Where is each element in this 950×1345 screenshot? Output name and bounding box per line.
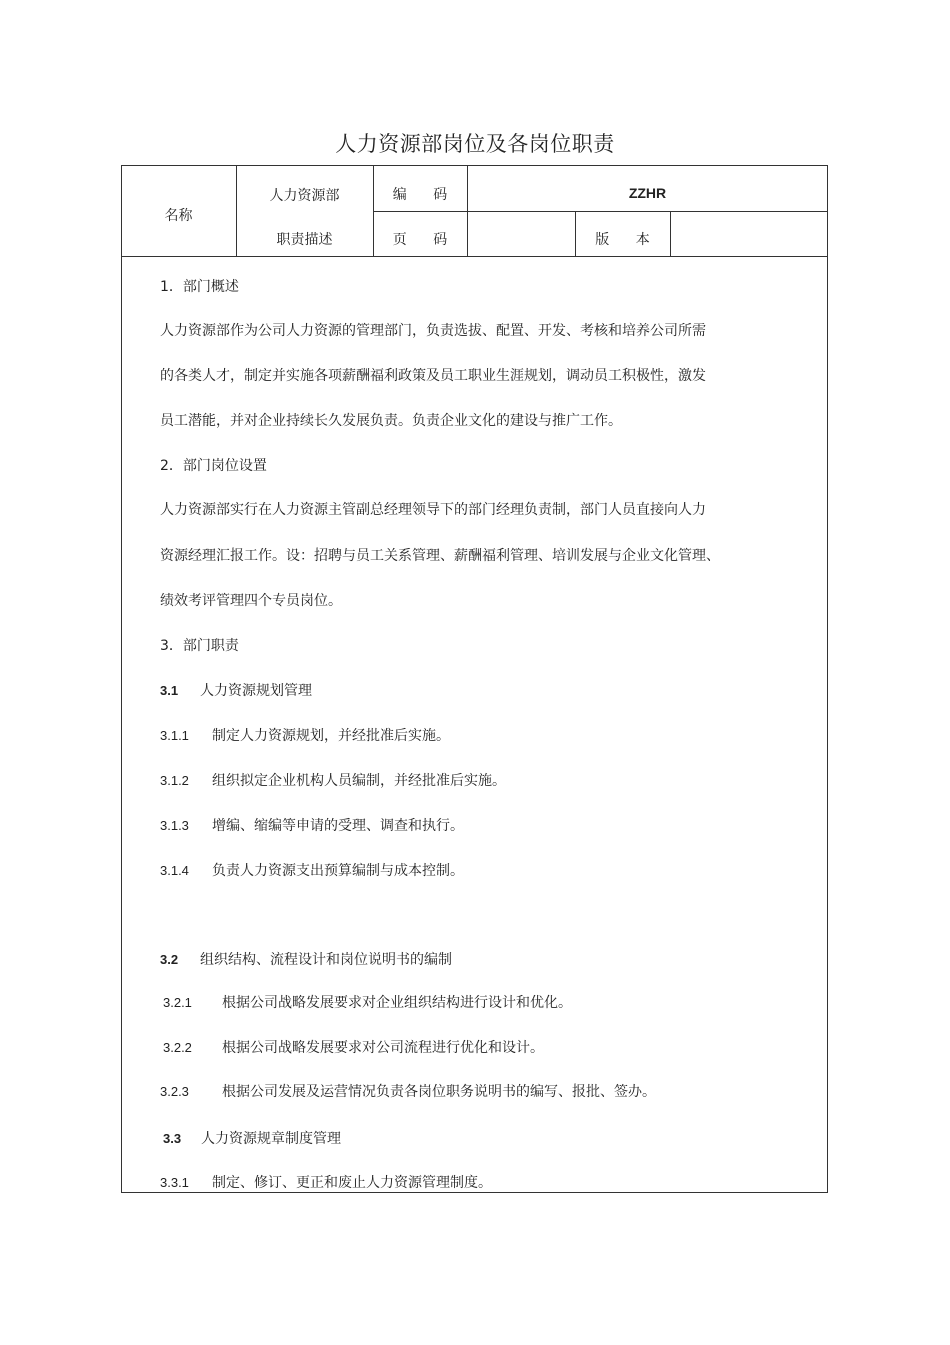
desc-label: 职责描述 <box>276 232 333 248</box>
header-bottom-rule <box>121 256 828 257</box>
section-1-line-2: 的各类人才，制定并实施各项薪酬福利政策及员工职业生涯规划，调动员工积极性，激发 <box>160 368 706 384</box>
header-col-rule-3 <box>467 165 468 257</box>
item-number: 3.2.3 <box>160 1084 189 1099</box>
item-text: 根据公司战略发展要求对企业组织结构进行设计和优化。 <box>222 995 572 1011</box>
item-number: 3.3 <box>163 1131 182 1146</box>
item-text: 人力资源规章制度管理 <box>201 1131 341 1147</box>
name-label: 名称 <box>164 208 193 224</box>
section-2-line-3: 绩效考评管理四个专员岗位。 <box>160 593 342 609</box>
section-3-heading: 3．部门职责 <box>160 638 239 654</box>
item-number: 3.2.1 <box>163 995 192 1010</box>
code-label: 编 码 <box>392 187 448 203</box>
section-2-heading: 2．部门岗位设置 <box>160 458 267 474</box>
item-3-3-1 <box>160 1172 492 1192</box>
item-text: 制定、修订、更正和废止人力资源管理制度。 <box>212 1175 492 1191</box>
section-2-line-1: 人力资源部实行在人力资源主管副总经理领导下的部门经理负责制，部门人员直接向人力 <box>160 502 706 518</box>
item-number: 3.1 <box>160 683 179 698</box>
version-label: 版 本 <box>595 232 650 248</box>
item-3-1-3 <box>160 815 464 835</box>
item-text: 根据公司战略发展要求对公司流程进行优化和设计。 <box>222 1040 544 1056</box>
item-3-1-2 <box>160 770 506 790</box>
item-text: 根据公司发展及运营情况负责各岗位职务说明书的编写、报批、签办。 <box>222 1084 656 1100</box>
section-1-line-1: 人力资源部作为公司人力资源的管理部门，负责选拔、配置、开发、考核和培养公司所需 <box>160 323 706 339</box>
item-3-2 <box>160 949 452 969</box>
item-3-2-3 <box>160 1081 656 1101</box>
item-text: 制定人力资源规划，并经批准后实施。 <box>212 728 450 744</box>
document-title: 人力资源部岗位及各岗位职责 <box>335 132 615 156</box>
code-value: ZZHR <box>628 185 667 201</box>
dept-name: 人力资源部 <box>269 188 340 204</box>
item-3-1 <box>160 680 312 700</box>
item-3-2-2 <box>163 1037 544 1057</box>
item-number: 3.1.2 <box>160 773 189 788</box>
item-text: 组织拟定企业机构人员编制，并经批准后实施。 <box>212 773 506 789</box>
header-mid-rule <box>373 211 828 212</box>
item-number: 3.2.2 <box>163 1040 192 1055</box>
item-3-2-1 <box>163 992 572 1012</box>
section-1-heading: 1．部门概述 <box>160 279 239 295</box>
item-3-1-4 <box>160 860 464 880</box>
item-3-1-1 <box>160 725 450 745</box>
section-2-line-2: 资源经理汇报工作。设：招聘与员工关系管理、薪酬福利管理、培训发展与企业文化管理、 <box>160 548 720 564</box>
item-text: 负责人力资源支出预算编制与成本控制。 <box>212 863 464 879</box>
item-number: 3.2 <box>160 952 179 967</box>
item-number: 3.1.1 <box>160 728 189 743</box>
item-text: 增编、缩编等申请的受理、调查和执行。 <box>212 818 464 834</box>
item-3-3 <box>163 1128 341 1148</box>
item-number: 3.1.4 <box>160 863 189 878</box>
item-number: 3.1.3 <box>160 818 189 833</box>
header-col-rule-5 <box>670 211 671 257</box>
page-label: 页 码 <box>392 232 448 248</box>
item-text: 组织结构、流程设计和岗位说明书的编制 <box>200 952 452 968</box>
item-text: 人力资源规划管理 <box>200 683 312 699</box>
item-number: 3.3.1 <box>160 1175 189 1190</box>
section-1-line-3: 员工潜能，并对企业持续长久发展负责。负责企业文化的建设与推广工作。 <box>160 413 622 429</box>
